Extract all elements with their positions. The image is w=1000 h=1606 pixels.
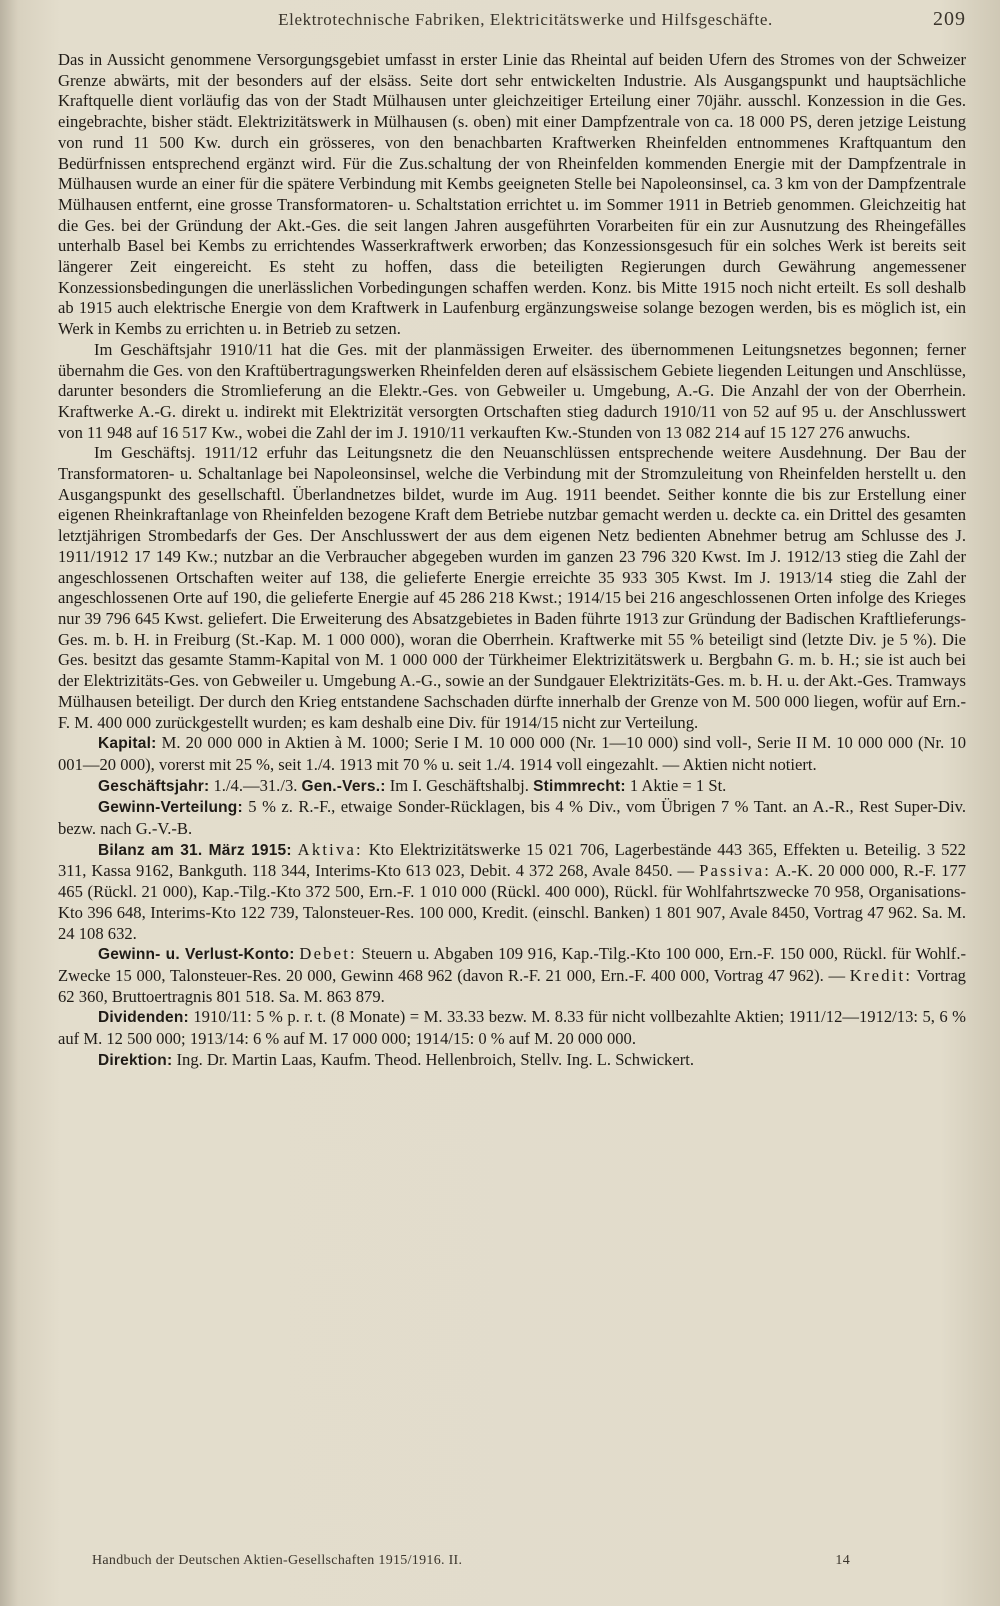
bilanz-label: Bilanz am 31. März 1915: [98,841,292,859]
page-number: 209 [933,8,966,30]
gen-vers-label: Gen.-Vers.: [301,777,386,795]
paragraph-versorgungsgebiet: Das in Aussicht genommene Versorgungsgebiet umfasst in erster Linie das Rheintal auf beiden Ufern des Stromes von der Schweizer Grenze abwärts, mit der besonders auf der elsäss. Seite dort sehr entwickelten Industrie. Als Ausgangspunkt und hauptsächliche Kraftquelle dient vorläufig das von der Stadt Mülhausen unter gleichzeitiger Erteilung einer 70jähr. ausschl. Konzession in die Ges. eingebrachte, bisher städt. Elektrizitätswerk in Mülhausen (s. oben) mit einer Dampfzentrale von ca. 18 000 PS, deren jetzige Leistung von rund 11 500 Kw. durch ein grösseres, von den benachbarten Kraftwerken Rheinfelden entnommenes Kraftquantum den Bedürfnissen entsprechend ergänzt wird. Für die Zus.schaltung der von Rheinfelden kommenden Energie mit der Dampfzentrale in Mülhausen wurde an einer für die spätere Verbindung mit Kembs geeigneten Stelle bei Napoleonsinsel, ca. 3 km von der Dampfzentrale Mülhausen entfernt, eine grosse Transformatoren- u. Schaltstation errichtet u. im Sommer 1911 in Betrieb genommen. Gleichzeitig hat die Ges. bei der Gründung der Akt.-Ges. die seit langen Jahren ausgeführten Vorarbeiten für ein zur Ausnutzung des Rheingefälles unterhalb Basel bei Kembs zu errichtendes Wasserkraftwerk erworben; das Konzessionsgesuch für ein solches Werk ist bereits seit längerer Zeit eingereicht. Es steht zu hoffen, dass die beteiligten Regierungen durch Gewährung angemessener Konzessionsbedingungen die unerlässlichen Vorbedingungen schaffen werden. Konz. bis Mitte 1915 noch nicht erteilt. Es soll deshalb ab 1915 auch elektrische Energie von dem Kraftwerk in Laufenburg ergänzungsweise solange bezogen werden, bis es möglich ist, ein Werk in Kembs zu errichten u. in Betrieb zu setzen. [58,50,966,339]
gen-vers-text: Im I. Geschäftshalbj. [385,775,534,795]
section-geschaeftsjahr [58,776,966,798]
section-kapital [58,733,966,775]
stimmrecht-label: Stimmrecht: [533,777,626,795]
passiva-text: A.-K. 20 000 000, R.-F. 177 465 (Rückl. 21 000), Kap.-Tilg.-Kto 372 500, Ern.-F. 1 010 000 (Rückl. 400 000), Rückl. für Wohlfahrtszwecke 70 958, Organisations-Kto 396 648, Interims-Kto 122 739, Talonsteuer-Res. 100 000, Kredit. (einschl. Banken) 1 801 907, Avale 8450, Vortrag 47 962. Sa. M. 24 108 632. [58,861,966,943]
section-dividenden [58,1007,966,1049]
kredit-text: Vortrag 62 360, Bruttoertragnis 801 518. Sa. M. 863 879. [58,965,966,1006]
paragraph-geschaeftsjahr-1910-11: Im Geschäftsjahr 1910/11 hat die Ges. mit der planmässigen Erweiter. des übernommenen Leitungsnetzes begonnen; ferner übernahm die Ges. von den Kraftübertragungswerken Rheinfelden deren auf elsässischem Gebiete liegenden Leitungen und Anschlüsse, darunter besonders die Stromlieferung an die Elektr.-Ges. von Gebweiler u. Umgebung, A.-G. Die Anzahl der von der Oberrhein. Kraftwerke A.-G. direkt u. indirekt mit Elektrizität versorgten Ortschaften stieg dadurch 1910/11 von 52 auf 95 u. der Anschlusswert von 11 948 auf 16 517 Kw., wobei die Zahl der im J. 1910/11 verkauften Kw.-Stunden von 13 082 214 auf 15 127 276 anwuchs. [58,339,966,442]
aktiva-label: Aktiva: [297,839,363,859]
gewinn-verteilung-label: Gewinn-Verteilung: [98,799,243,817]
footer-source: Handbuch der Deutschen Aktien-Gesellschaften 1915/1916. II. [92,1553,463,1568]
running-head [58,8,966,36]
section-bilanz [58,840,966,945]
footer-signature-number: 14 [835,1553,850,1568]
running-head-title: Elektrotechnische Fabriken, Elektricitätswerke und Hilfsgeschäfte. [278,10,773,29]
dividenden-label: Dividenden: [98,1009,189,1027]
debet-label: Debet: [299,944,357,964]
geschaeftsjahr-label: Geschäftsjahr: [98,777,210,795]
page-footer [92,1553,850,1569]
section-gewinn-verlust-konto [58,944,966,1007]
stimmrecht-text: 1 Aktie = 1 St. [625,775,727,795]
kapital-label: Kapital: [98,735,157,753]
aktiva-text: Kto Elektrizitätswerke 15 021 706, Lagerbestände 443 365, Effekten u. Beteilig. 3 522 311, Kassa 9162, Bankguth. 118 344, Interims-Kto 613 023, Debit. 4 372 268, Avale 8450. — [58,839,966,881]
paragraph-geschaeftsjahr-1911-12: Im Geschäftsj. 1911/12 erfuhr das Leitungsnetz die den Neuanschlüssen entsprechende weitere Ausdehnung. Der Bau der Transformatoren- u. Schaltanlage bei Napoleonsinsel, welche die Verbindung mit der Stromzuleitung von Rheinfelden herstellt u. den Ausgangspunkt des gesellschaftl. Überlandnetzes bildet, wurde im Aug. 1911 beendet. Seither konnte die bis zur Erstellung einer eigenen Rheinkraftanlage von Rheinfelden bezogene Kraft dem Betriebe nutzbar gemacht werden u. deckte ca. ein Drittel des gesamten letztjährigen Strombedarfs der Ges. Der Anschlusswert der aus dem eigenen Netz bedienten Abnehmer betrug am Schlusse des J. 1911/1912 17 149 Kw.; nutzbar an die Verbraucher abgegeben wurden im ganzen 23 796 320 Kwst. Im J. 1912/13 stieg die Zahl der angeschlossenen Ortschaften weiter auf 138, die gelieferte Energie erreichte 35 933 305 Kwst. Im J. 1913/14 stieg die Zahl der angeschlossenen Orte auf 190, die gelieferte Energie auf 45 286 218 Kwst.; 1914/15 bei 216 angeschlossenen Orten infolge des Krieges nur 39 796 645 Kwst. geliefert. Die Erweiterung des Absatzgebietes in Baden führte 1913 zur Gründung der Badischen Kraftlieferungs-Ges. m. b. H. in Freiburg (St.-Kap. M. 1 000 000), woran die Oberrhein. Kraftwerke mit 55 % beteiligt sind (letzte Div. je 5 %). Die Ges. besitzt das gesamte Stamm-Kapital von M. 1 000 000 der Türkheimer Elektrizitätswerk u. Bergbahn G. m. b. H.; sie ist auch bei der Elektrizitäts-Ges. von Gebweiler u. Umgebung A.-G., sowie an der Sundgauer Elektrizitäts-Ges. m. b. H. u. der Akt.-Ges. Tramways Mülhausen beteiligt. Der durch den Krieg entstandene Sachschaden dürfte innerhalb der Grenze von M. 500 000 liegen, wofür auf Ern.-F. M. 400 000 zurückgestellt wurden; es kam deshalb eine Div. für 1914/15 nicht zur Verteilung. [58,443,966,732]
section-gewinn-verteilung [58,797,966,839]
dividenden-text: 1910/11: 5 % p. r. t. (8 Monate) = M. 33.33 bezw. M. 8.33 für nicht vollbezahlte Aktien; 1911/12—1912/13: 5, 6 % auf M. 12 500 000; 1913/14: 6 % auf M. 17 000 000; 1914/15: 0 % auf M. 20 000 000. [58,1007,966,1049]
geschaeftsjahr-text: 1./4.—31./3. [209,775,302,795]
body-text [58,50,966,1071]
section-direktion [58,1050,966,1072]
passiva-label: Passiva: [699,861,772,881]
direktion-label: Direktion: [98,1051,173,1069]
kredit-label: Kredit: [849,965,913,985]
debet-text: Steuern u. Abgaben 109 916, Kap.-Tilg.-Kto 100 000, Ern.-F. 150 000, Rückl. für Wohlf.-Zwecke 15 000, Talonsteuer-Res. 20 000, Gewinn 468 962 (davon R.-F. 21 000, Ern.-F. 400 000, Vortrag 47 962). — [58,944,966,985]
direktion-text: Ing. Dr. Martin Laas, Kaufm. Theod. Hellenbroich, Stellv. Ing. L. Schwickert. [172,1049,695,1069]
gewinn-verteilung-text: 5 % z. R.-F., etwaige Sonder-Rücklagen, bis 4 % Div., vom Übrigen 7 % Tant. an A.-R., Rest Super-Div. bezw. nach G.-V.-B. [58,797,966,839]
kapital-text: M. 20 000 000 in Aktien à M. 1000; Serie I M. 10 000 000 (Nr. 1—10 000) sind voll-, Serie II M. 10 000 000 (Nr. 10 001—20 000), vorerst mit 25 %, seit 1./4. 1913 mit 70 % u. seit 1./4. 1914 voll eingezahlt. — Aktien nicht notiert. [58,733,966,774]
gewinn-verlust-label: Gewinn- u. Verlust-Konto: [98,946,295,964]
